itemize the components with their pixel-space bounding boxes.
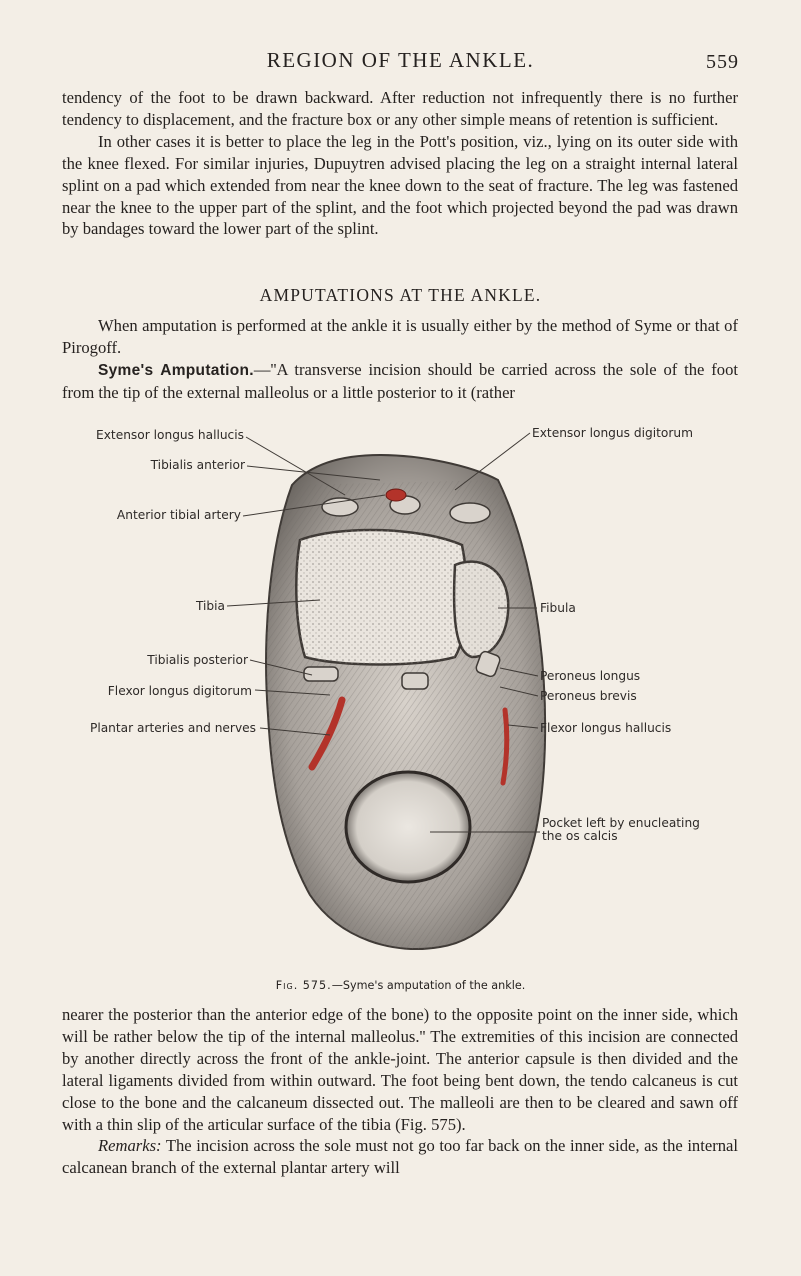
label-flexor-longus-digitorum: Flexor longus digitorum bbox=[107, 684, 252, 698]
paragraph: When amputation is performed at the ankle it is usually either by the method of Syme or that of Pirogoff. bbox=[62, 316, 738, 357]
label-peroneus-brevis: Peroneus brevis bbox=[540, 689, 637, 703]
label-extensor-longus-hallucis: Extensor longus hallucis bbox=[96, 428, 244, 442]
syme-text: —''A transverse incision should be carried across the sole of the foot from the tip of the external malleolus or a little posterior to it (rather bbox=[62, 359, 738, 402]
figure-caption bbox=[0, 979, 801, 992]
paragraph: In other cases it is better to place the leg in the Pott's position, viz., lying on its outer side with the knee flexed. For similar injuries, Dupuytren advised placing the leg on a straight internal lateral splint on a pad which extended from near the knee down to the seat of fracture. The leg was fastened near the knee to the upper part of the splint, and the foot which projected beyond the pad was drawn by bandages toward the lower part of the splint. bbox=[62, 131, 738, 239]
figure-illustration bbox=[0, 395, 801, 975]
paragraph bbox=[62, 1135, 738, 1179]
label-plantar-arteries-nerves: Plantar arteries and nerves bbox=[89, 721, 256, 735]
label-tibia: Tibia bbox=[195, 599, 225, 613]
paragraph: nearer the posterior than the anterior edge of the bone) to the opposite point on the inner side, which will be rather below the tip of the internal malleolus.'' The extremities of this incision are connected by another directly across the front of the ankle-joint. The anterior capsule is then divided and the lateral ligaments divided from within outward. The foot being bent down, the tendo calcaneus is cut close to the bone and the calcaneum dissected out. The malleoli are then to be cleared and sawn off with a thin slip of the articular surface of the tibia (Fig. 575). bbox=[62, 1005, 738, 1134]
continuation-text bbox=[62, 1004, 738, 1179]
paragraph: tendency of the foot to be drawn backward. After reduction not infrequently there is no further tendency to displacement, and the fracture box or any other simple means of retention is sufficient. bbox=[62, 88, 738, 129]
syme-heading: Syme's Amputation. bbox=[98, 361, 254, 379]
label-os-calcis: the os calcis bbox=[542, 829, 618, 843]
calcis-pocket bbox=[346, 772, 470, 882]
remarks-label: Remarks: bbox=[98, 1136, 162, 1156]
label-peroneus-longus: Peroneus longus bbox=[540, 669, 641, 683]
amputation-text bbox=[62, 315, 738, 404]
anterior-tibial-artery bbox=[386, 489, 406, 501]
label-fibula: Fibula bbox=[540, 601, 576, 615]
label-flexor-longus-hallucis: Flexor longus hallucis bbox=[540, 721, 672, 735]
remarks-text: The incision across the sole must not go too far back on the inner side, as the internal calcanean branch of the external plantar artery will bbox=[62, 1136, 738, 1178]
label-extensor-longus-digitorum: Extensor longus digitorum bbox=[532, 426, 693, 440]
label-tibialis-posterior: Tibialis posterior bbox=[147, 653, 248, 667]
section-heading: AMPUTATIONS AT THE ANKLE. bbox=[259, 285, 542, 305]
caption-fig-number: Fig. 575. bbox=[275, 979, 332, 992]
label-pocket-left: Pocket left by enucleating bbox=[542, 816, 700, 830]
label-tibialis-anterior: Tibialis anterior bbox=[150, 458, 245, 472]
running-title: REGION OF THE ANKLE. bbox=[266, 48, 535, 72]
intro-text bbox=[62, 87, 738, 240]
caption-text: —Syme's amputation of the ankle. bbox=[331, 979, 526, 992]
page-header bbox=[0, 48, 801, 78]
label-anterior-tibial-artery: Anterior tibial artery bbox=[116, 508, 241, 522]
page-number: 559 bbox=[706, 51, 739, 73]
